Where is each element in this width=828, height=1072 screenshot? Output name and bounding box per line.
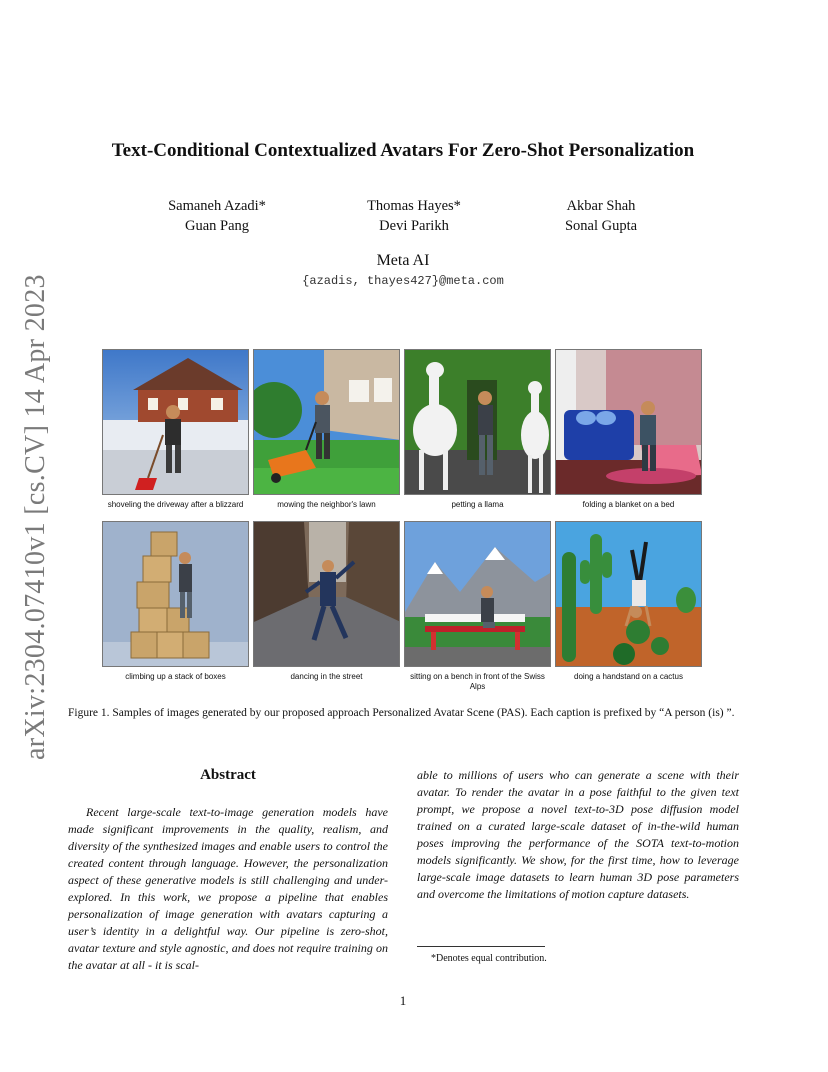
panel-caption: mowing the neighbor's lawn xyxy=(277,500,376,509)
paper-title: Text-Conditional Contextualized Avatars For Zero-Shot Personalization xyxy=(111,140,695,161)
panel-caption: shoveling the driveway after a blizzard xyxy=(107,500,244,509)
image-bench xyxy=(404,521,551,667)
footnote: *Denotes equal contribution. xyxy=(431,953,547,964)
author-column-1 xyxy=(127,196,307,236)
abstract-paragraph-1: Recent large-scale text-to-image generation models have made significant improvements in the quality, realism, and diversity of the synthesized images and enable users to control the created content through language. However, the personalization aspect of these generative models is still challenging and under-explored. In this work, we propose a pipeline that enables personalization of image generation with avatars capturing a user’s identity in a delightful way. Our pipeline is zero-shot, avatar texture and style agnostic, and does not require training on the avatar at all - it is scal- xyxy=(68,805,388,972)
figure-panel-bench xyxy=(404,521,551,692)
panel-caption: sitting on a bench in front of the Swiss Alps xyxy=(410,672,545,691)
image-shoveling xyxy=(102,349,249,495)
image-cactus xyxy=(555,521,702,667)
footnote-rule xyxy=(417,946,545,947)
figure-panel-mowing xyxy=(253,349,400,510)
image-mowing xyxy=(253,349,400,495)
author-email: {azadis, thayes427}@meta.com xyxy=(302,274,504,288)
abstract-heading: Abstract xyxy=(200,767,256,783)
author-name: Sonal Gupta xyxy=(564,218,638,234)
author-name: Thomas Hayes* xyxy=(367,198,461,214)
author-name: Guan Pang xyxy=(184,218,250,234)
page-number: 1 xyxy=(399,993,407,1008)
figure-panel-cactus xyxy=(555,521,702,682)
panel-caption: folding a blanket on a bed xyxy=(582,500,675,509)
panel-caption: petting a llama xyxy=(451,500,504,509)
figure-panel-boxes xyxy=(102,521,249,682)
author-column-2 xyxy=(324,196,504,236)
affiliation: Meta AI xyxy=(376,252,430,269)
author-name: Devi Parikh xyxy=(379,218,449,234)
image-dancing xyxy=(253,521,400,667)
author-name: Akbar Shah xyxy=(566,198,636,214)
author-column-3 xyxy=(511,196,691,236)
abstract-paragraph-2: able to millions of users who can generate a scene with their avatar. To render the avatar in a pose faithful to the given text prompt, we propose a novel text-to-3D pose diffusion model trained on a curated large-scale dataset of in-the-wild human poses improving the performance of the SOTA text-to-motion models significantly. We show, for the first time, how to leverage large-scale image datasets to learn human 3D pose parameters and overcome the limitations of motion capture datasets. xyxy=(417,768,739,901)
figure-caption: Figure 1. Samples of images generated by our proposed approach Personalized Avatar Scene (PAS). Each caption is prefixed by “A person (is) ”. xyxy=(68,707,735,719)
arxiv-identifier: arXiv:2304.07410v1 [cs.CV] 14 Apr 2023 xyxy=(20,274,51,760)
image-boxes xyxy=(102,521,249,667)
author-name: Samaneh Azadi* xyxy=(168,198,266,214)
figure-panel-llama xyxy=(404,349,551,510)
figure-panel-dancing xyxy=(253,521,400,682)
figure-panel-shoveling xyxy=(102,349,249,510)
panel-caption: doing a handstand on a cactus xyxy=(574,672,683,681)
figure-panel-blanket xyxy=(555,349,702,510)
panel-caption: climbing up a stack of boxes xyxy=(125,672,226,681)
image-blanket xyxy=(555,349,702,495)
panel-caption: dancing in the street xyxy=(290,672,363,681)
image-llama xyxy=(404,349,551,495)
